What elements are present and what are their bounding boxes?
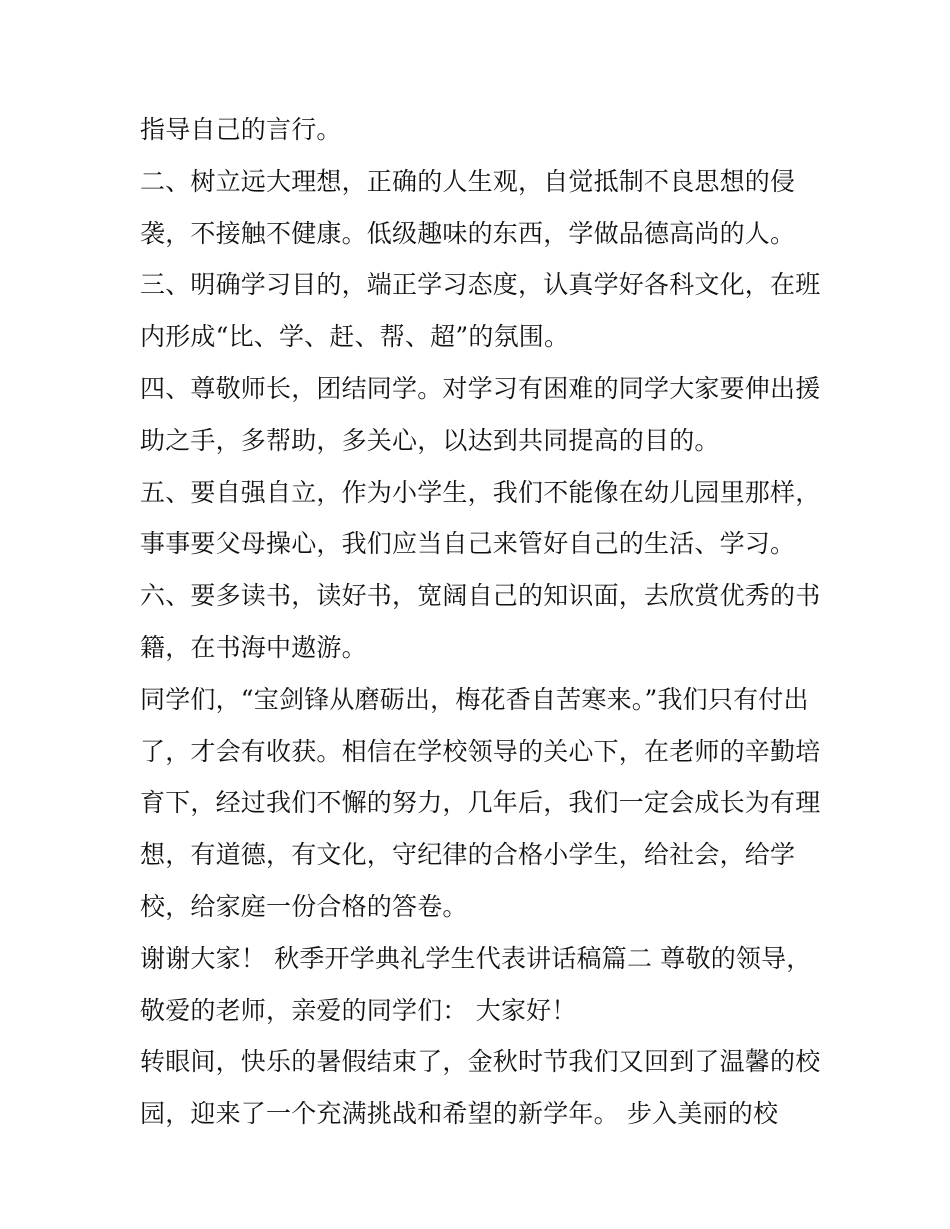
text-line: 内形成“比、学、赶、帮、超”的氛围。	[140, 322, 570, 352]
text-line: 想，有道德，有文化，守纪律的合格小学生，给社会，给学	[140, 840, 796, 870]
text-line: 谢谢大家！ 秋季开学典礼学生代表讲话稿篇二 尊敬的领导，	[140, 943, 812, 973]
text-line: 袭，不接触不健康。低级趣味的东西，学做品德高尚的人。	[140, 218, 796, 248]
text-line: 五、要自强自立，作为小学生，我们不能像在幼儿园里那样，	[140, 477, 820, 507]
text-line: 籍，在书海中遨游。	[140, 632, 367, 662]
text-line: 指导自己的言行。	[140, 115, 342, 144]
text-line: 事事要父母操心，我们应当自己来管好自己的生活、学习。	[140, 529, 796, 559]
text-line: 育下，经过我们不懈的努力，几年后，我们一定会成长为有理	[140, 788, 820, 818]
text-line: 园，迎来了一个充满挑战和希望的新学年。 步入美丽的校	[140, 1099, 779, 1129]
text-line: 助之手，多帮助，多关心，以达到共同提高的目的。	[140, 425, 720, 455]
speech-text-body	[140, 104, 820, 1140]
text-line: 二、树立远大理想，正确的人生观，自觉抵制不良思想的侵	[140, 166, 796, 196]
text-line: 四、尊敬师长，团结同学。对学习有困难的同学大家要伸出援	[140, 373, 820, 403]
text-line: 六、要多读书，读好书，宽阔自己的知识面，去欣赏优秀的书	[140, 581, 820, 611]
text-line: 同学们，“宝剑锋从磨砺出，梅花香自苦寒来。”我们只有付出	[140, 684, 809, 714]
text-line: 三、明确学习目的，端正学习态度，认真学好各科文化，在班	[140, 270, 820, 300]
text-line: 转眼间，快乐的暑假结束了，金秋时节我们又回到了温馨的校	[140, 1047, 820, 1077]
text-line: 了，才会有收获。相信在学校领导的关心下，在老师的辛勤培	[140, 736, 820, 766]
text-line: 校，给家庭一份合格的答卷。	[140, 891, 468, 921]
text-line: 敬爱的老师，亲爱的同学们： 大家好！	[140, 995, 577, 1025]
